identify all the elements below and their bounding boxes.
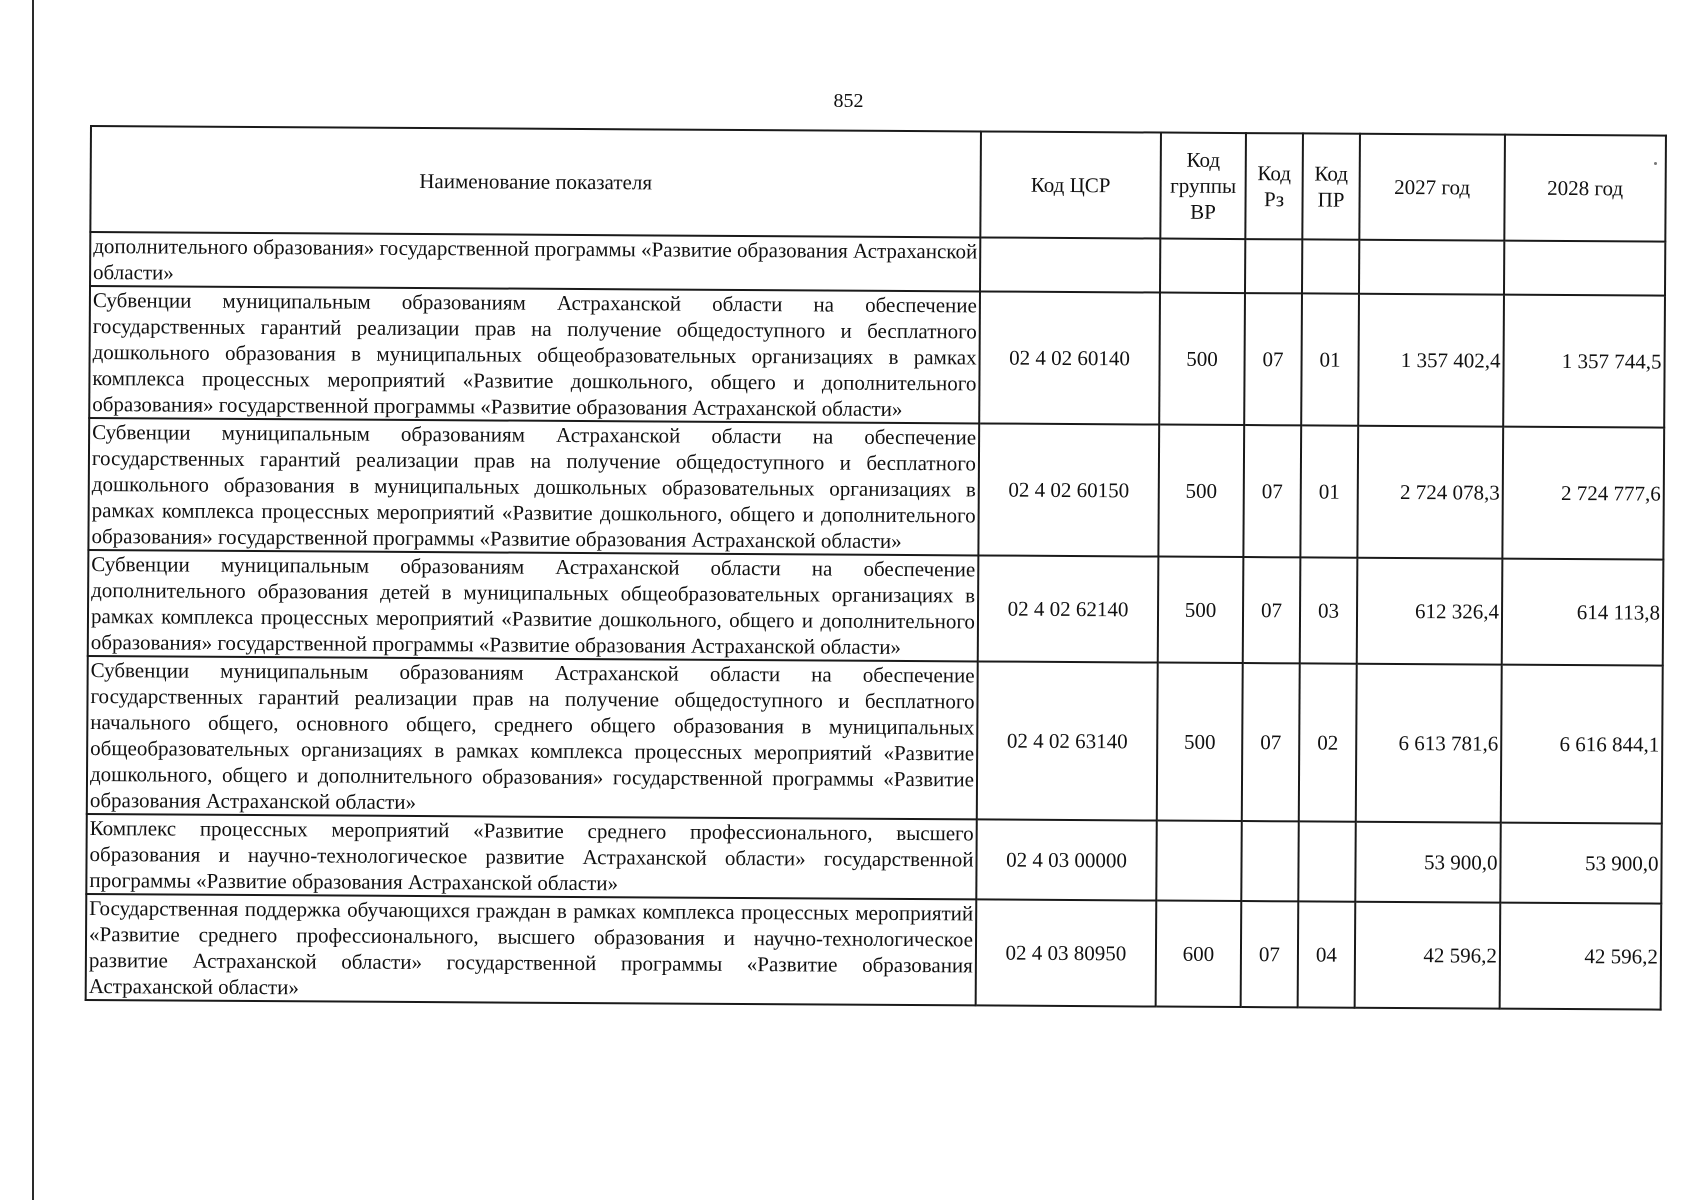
row-2027: 612 326,4 [1357, 558, 1503, 665]
row-vr [1156, 821, 1241, 902]
row-rz [1245, 239, 1302, 293]
table-header-row [90, 126, 1666, 242]
row-2028: 53 900,0 [1500, 823, 1661, 904]
table-row [88, 550, 1664, 666]
header-2028: 2028 год [1504, 135, 1666, 242]
row-csr: 02 4 02 60140 [979, 291, 1160, 424]
row-pr: 01 [1300, 425, 1358, 557]
row-2027: 42 596,2 [1355, 902, 1501, 1009]
row-2027: 6 613 781,6 [1356, 664, 1502, 823]
header-2027: 2027 год [1359, 134, 1505, 241]
row-rz: 07 [1241, 901, 1299, 1007]
row-name: Комплекс процессных мероприятий «Развитие среднего профессионального, высшего образования и научно-технологическое развитие Астраханской области» государственной программы «Развитие образования Астраханской области» [86, 814, 976, 899]
row-vr: 500 [1158, 557, 1244, 664]
row-rz: 07 [1242, 663, 1300, 821]
row-vr [1160, 239, 1245, 294]
row-pr: 02 [1299, 663, 1357, 821]
row-pr: 04 [1298, 901, 1356, 1007]
row-name: Государственная поддержка обучающихся граждан в рамках комплекса процессных мероприятий «Развитие среднего профессионального, высшего образования и научно-технологическое развитие Астраханской области» государственной программы «Развитие образования Астраханской области» [86, 894, 977, 1005]
row-vr: 600 [1156, 901, 1242, 1008]
row-2027: 53 900,0 [1355, 822, 1500, 903]
row-2027: 2 724 078,3 [1357, 426, 1503, 559]
row-name: Субвенции муниципальным образованиям Астраханской области на обеспечение государственных гарантий реализации прав на получение общедоступного и бесплатного дошкольного образования в муниципальных дошкольных образовательных организациях в рамках комплекса процессных мероприятий «Развитие дошкольного, общего и дополнительного образования» государственной программы «Развитие образования Астраханской области» [88, 418, 979, 555]
table-row [86, 894, 1662, 1010]
row-2028: 614 113,8 [1502, 559, 1664, 666]
row-pr: 01 [1301, 293, 1359, 425]
page-number: 852 [833, 90, 864, 112]
table-row [90, 232, 1665, 296]
row-csr: 02 4 02 62140 [978, 555, 1159, 662]
row-name: дополнительного образования» государственной программы «Развитие образования Астраханской области» [90, 232, 980, 291]
header-vr: Код группы ВР [1160, 133, 1246, 240]
row-rz [1241, 821, 1298, 901]
header-csr: Код ЦСР [980, 131, 1161, 238]
row-csr [980, 237, 1160, 292]
row-csr: 02 4 03 00000 [976, 819, 1156, 900]
row-name: Субвенции муниципальным образованиям Астраханской области на обеспечение государственных гарантий реализации прав на получение общедоступного и бесплатного дошкольного образования в муниципальных общеобразовательных организациях в рамках комплекса процессных мероприятий «Развитие дошкольного, общего и дополнительного образования» государственной программы «Развитие образования Астраханской области» [89, 286, 980, 423]
row-2028 [1504, 241, 1665, 296]
row-rz: 07 [1243, 425, 1301, 557]
row-rz: 07 [1244, 293, 1302, 425]
row-pr [1298, 821, 1355, 901]
budget-table [85, 125, 1667, 1011]
left-margin-line [32, 0, 34, 1200]
table-row [89, 286, 1665, 428]
row-vr: 500 [1158, 425, 1244, 558]
row-vr: 500 [1157, 663, 1243, 822]
header-pr: Код ПР [1302, 133, 1360, 239]
row-pr: 03 [1300, 557, 1358, 663]
row-2028: 6 616 844,1 [1501, 665, 1663, 824]
table-row [88, 418, 1664, 560]
row-2028: 2 724 777,6 [1502, 427, 1664, 560]
row-name: Субвенции муниципальным образованиям Астраханской области на обеспечение государственных гарантий реализации прав на получение общедоступного и бесплатного начального общего, основного общего, среднего общего образования в муниципальных общеобразовательных организациях в рамках комплекса процессных мероприятий «Развитие дошкольного, общего и дополнительного образования» государственной программы «Развитие образования Астраханской области» [87, 656, 978, 819]
table-row [87, 656, 1663, 824]
row-pr [1302, 239, 1359, 293]
row-csr: 02 4 02 63140 [977, 661, 1158, 820]
row-2027: 1 357 402,4 [1358, 294, 1504, 427]
row-vr: 500 [1159, 293, 1245, 426]
row-name: Субвенции муниципальным образованиям Астраханской области на обеспечение дополнительного образования детей в муниципальных общеобразовательных организациях в рамках комплекса процессных мероприятий «Развитие дошкольного, общего и дополнительного образования» государственной программы «Развитие образования Астраханской области» [88, 550, 979, 661]
row-csr: 02 4 02 60150 [978, 423, 1159, 556]
header-rz: Код Рз [1245, 133, 1303, 239]
row-rz: 07 [1243, 557, 1301, 663]
row-2028: 42 596,2 [1500, 903, 1662, 1010]
row-csr: 02 4 03 80950 [976, 899, 1157, 1006]
header-name: Наименование показателя [90, 126, 981, 237]
row-2028: 1 357 744,5 [1503, 295, 1665, 428]
row-2027 [1359, 240, 1504, 295]
table-row [86, 814, 1661, 904]
